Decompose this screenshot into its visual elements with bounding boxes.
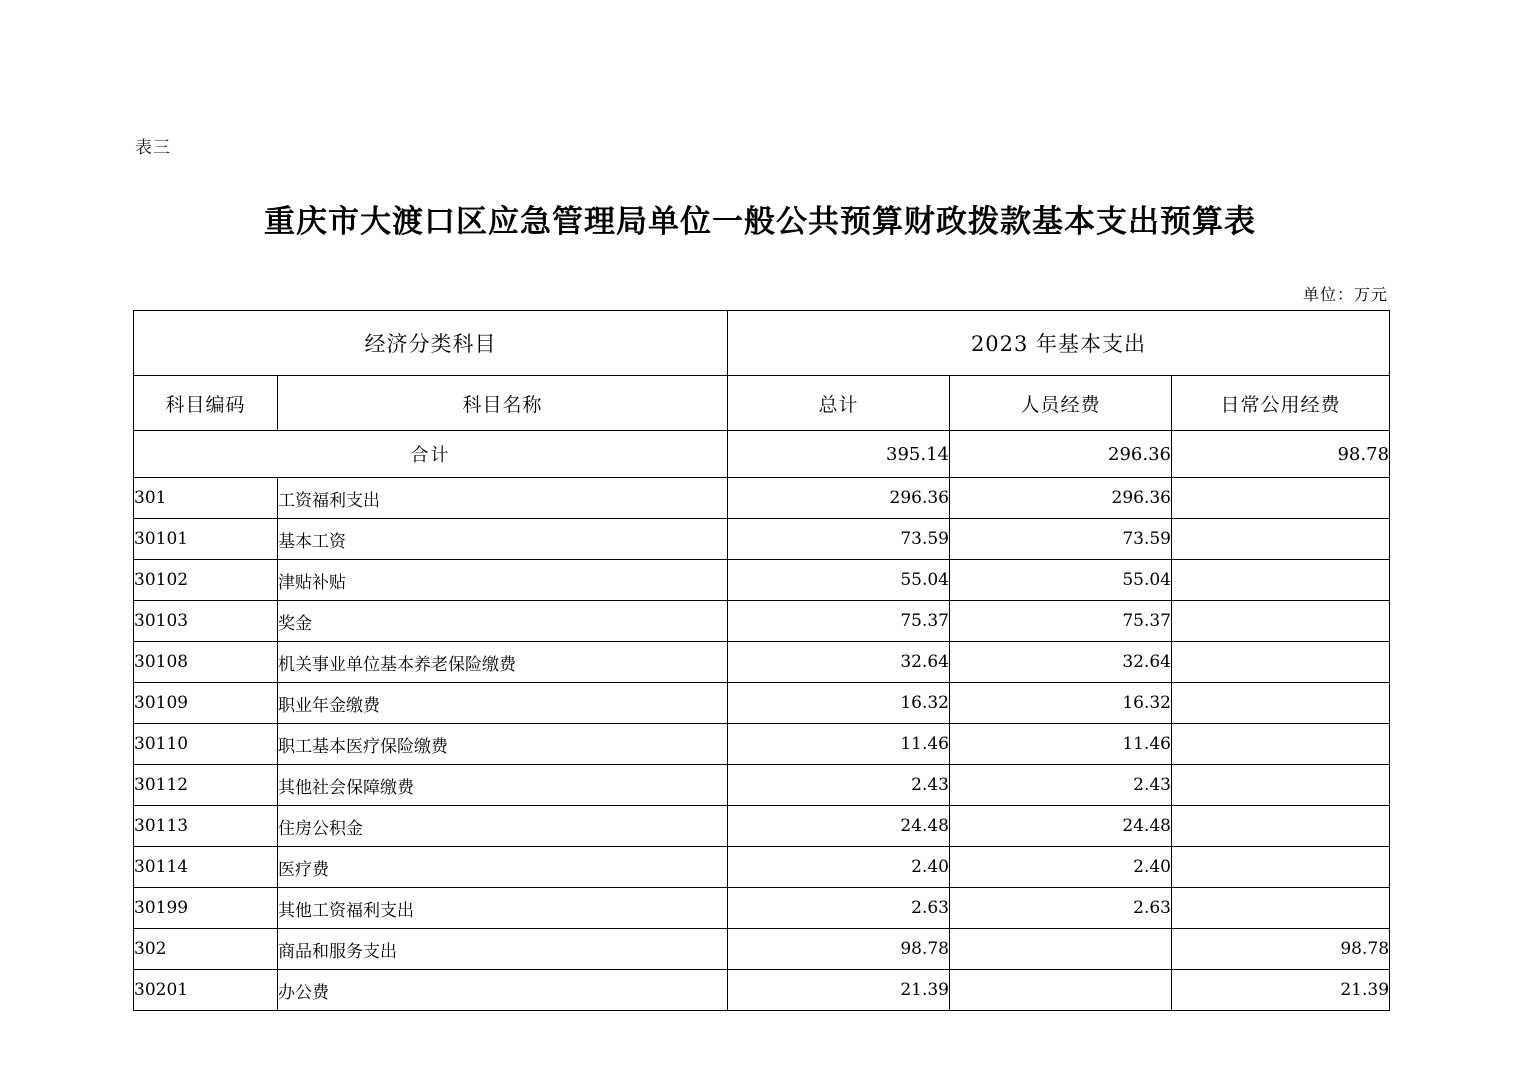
cell-code: 30201 [134,970,278,1011]
table-row [134,560,1390,601]
cell-name: 办公费 [278,970,728,1011]
cell-code: 30101 [134,519,278,560]
cell-personnel: 16.32 [950,683,1172,724]
summary-label: 合计 [134,431,728,478]
cell-total: 32.64 [728,642,950,683]
table-row [134,478,1390,519]
cell-total: 2.43 [728,765,950,806]
cell-code: 30114 [134,847,278,888]
cell-name: 商品和服务支出 [278,929,728,970]
table-row [134,847,1390,888]
cell-name: 职业年金缴费 [278,683,728,724]
cell-personnel: 55.04 [950,560,1172,601]
cell-code: 30112 [134,765,278,806]
summary-total: 395.14 [728,431,950,478]
summary-personnel: 296.36 [950,431,1172,478]
cell-name: 其他工资福利支出 [278,888,728,929]
table-row [134,888,1390,929]
cell-personnel: 24.48 [950,806,1172,847]
table-row [134,806,1390,847]
column-header-personnel: 人员经费 [950,376,1172,431]
cell-total: 2.63 [728,888,950,929]
table-row [134,683,1390,724]
cell-total: 73.59 [728,519,950,560]
cell-code: 30199 [134,888,278,929]
cell-code: 30110 [134,724,278,765]
cell-personnel: 11.46 [950,724,1172,765]
table-body [134,431,1390,1011]
column-header-total: 总计 [728,376,950,431]
cell-personnel: 32.64 [950,642,1172,683]
cell-daily [1172,847,1390,888]
budget-table [133,310,1390,1011]
cell-name: 津贴补贴 [278,560,728,601]
table-header-group-row [134,311,1390,376]
cell-daily: 21.39 [1172,970,1390,1011]
cell-personnel: 73.59 [950,519,1172,560]
summary-daily: 98.78 [1172,431,1390,478]
cell-total: 2.40 [728,847,950,888]
table-row [134,519,1390,560]
cell-personnel: 296.36 [950,478,1172,519]
cell-personnel: 2.43 [950,765,1172,806]
cell-total: 16.32 [728,683,950,724]
unit-note: 单位：万元 [1302,285,1388,304]
cell-code: 30109 [134,683,278,724]
cell-code: 301 [134,478,278,519]
table-row [134,929,1390,970]
cell-total: 55.04 [728,560,950,601]
cell-name: 其他社会保障缴费 [278,765,728,806]
cell-daily [1172,806,1390,847]
table-row [134,601,1390,642]
cell-personnel [950,970,1172,1011]
page-title: 重庆市大渡口区应急管理局单位一般公共预算财政拨款基本支出预算表 [264,204,1256,240]
cell-code: 30108 [134,642,278,683]
cell-code: 302 [134,929,278,970]
cell-name: 机关事业单位基本养老保险缴费 [278,642,728,683]
cell-name: 医疗费 [278,847,728,888]
cell-daily [1172,560,1390,601]
cell-code: 30103 [134,601,278,642]
cell-personnel: 75.37 [950,601,1172,642]
cell-personnel [950,929,1172,970]
cell-daily [1172,642,1390,683]
cell-code: 30102 [134,560,278,601]
header-economic-classification: 经济分类科目 [134,311,728,376]
cell-total: 24.48 [728,806,950,847]
table-row [134,642,1390,683]
column-header-name: 科目名称 [278,376,728,431]
header-basic-expenditure-year: 2023 年基本支出 [728,311,1390,376]
cell-total: 296.36 [728,478,950,519]
cell-daily [1172,601,1390,642]
cell-daily [1172,478,1390,519]
cell-name: 奖金 [278,601,728,642]
cell-total: 11.46 [728,724,950,765]
cell-total: 21.39 [728,970,950,1011]
column-header-code: 科目编码 [134,376,278,431]
cell-name: 职工基本医疗保险缴费 [278,724,728,765]
cell-name: 工资福利支出 [278,478,728,519]
column-header-daily: 日常公用经费 [1172,376,1390,431]
cell-total: 75.37 [728,601,950,642]
table-number-label: 表三 [135,138,171,158]
table-row [134,970,1390,1011]
cell-total: 98.78 [728,929,950,970]
table-header-column-row [134,376,1390,431]
summary-row [134,431,1390,478]
cell-daily [1172,724,1390,765]
cell-name: 基本工资 [278,519,728,560]
cell-code: 30113 [134,806,278,847]
cell-daily [1172,683,1390,724]
cell-daily [1172,765,1390,806]
cell-personnel: 2.40 [950,847,1172,888]
cell-daily [1172,888,1390,929]
table-row [134,724,1390,765]
cell-daily: 98.78 [1172,929,1390,970]
cell-daily [1172,519,1390,560]
table-row [134,765,1390,806]
cell-name: 住房公积金 [278,806,728,847]
cell-personnel: 2.63 [950,888,1172,929]
